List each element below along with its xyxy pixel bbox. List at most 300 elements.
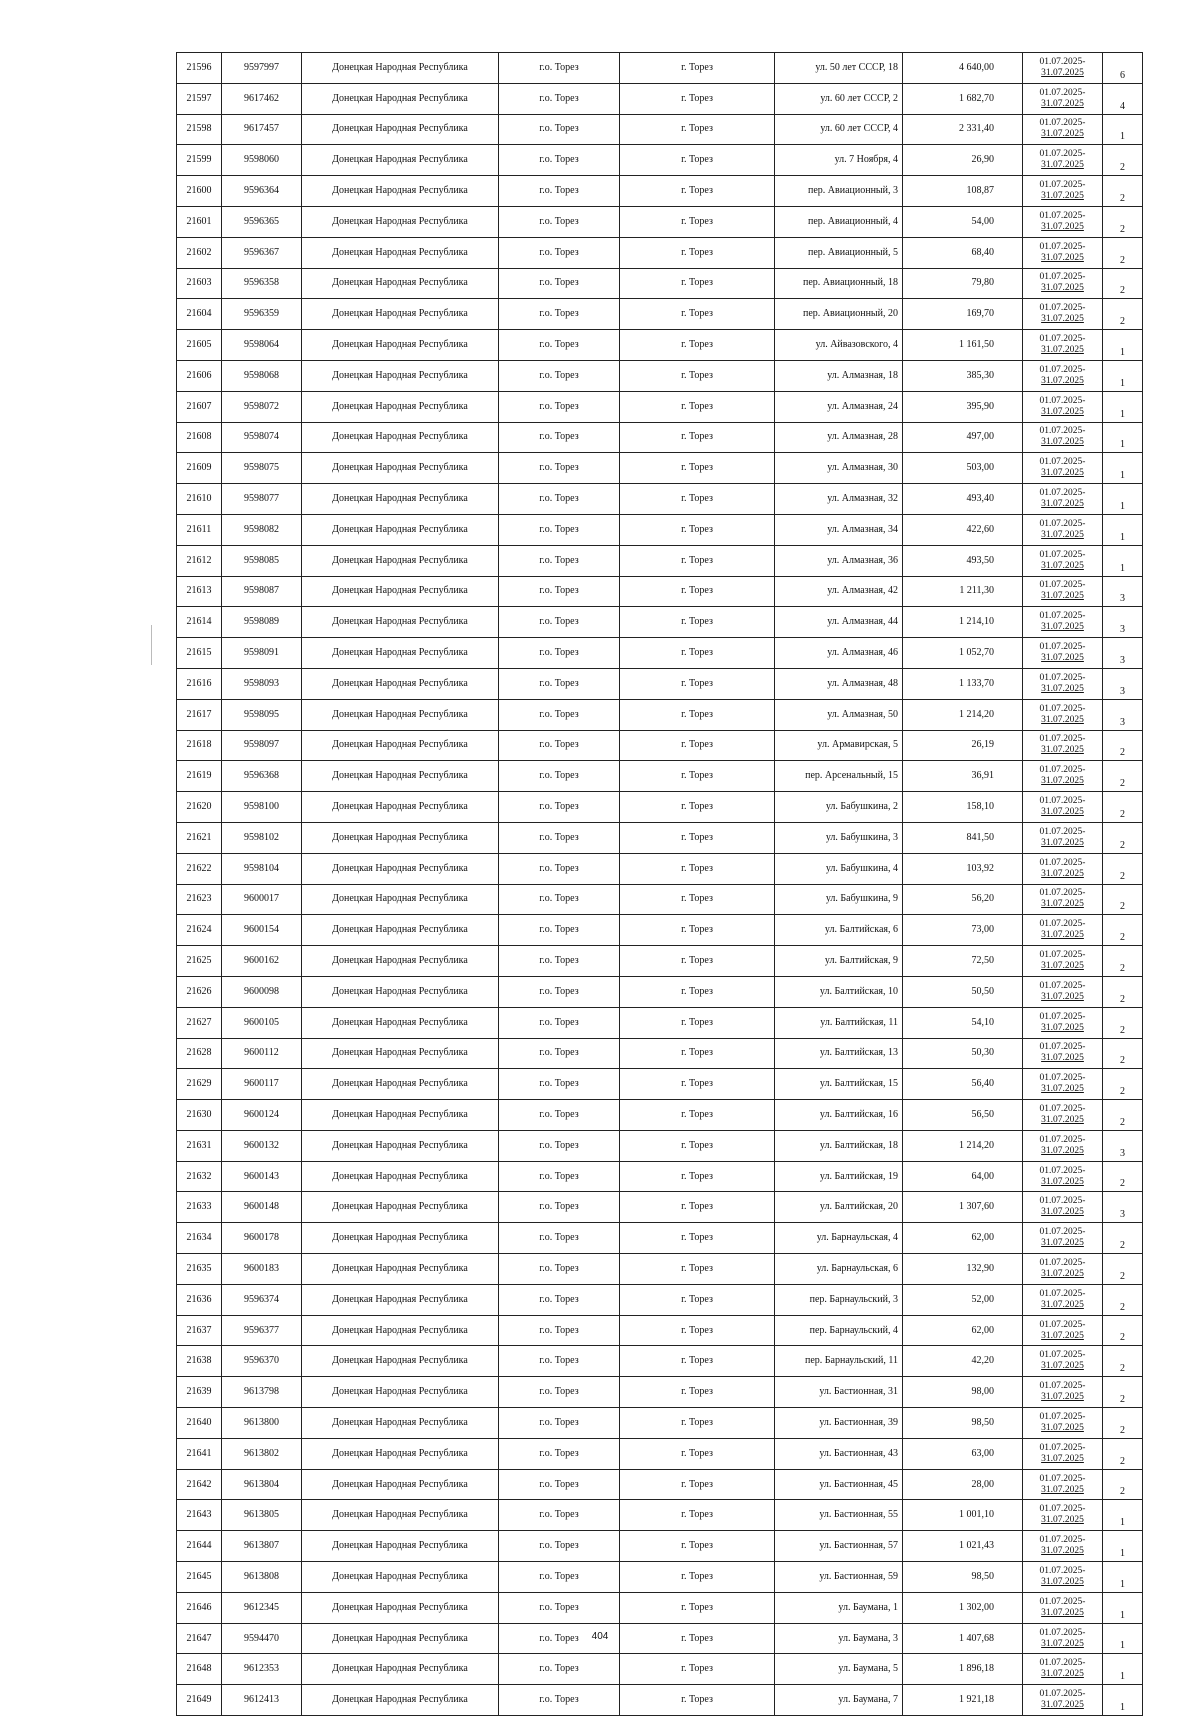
period-cell [1023,730,1103,761]
object-code: 9600112 [222,1038,302,1069]
count-cell: 1 [1103,391,1143,422]
area-cell: 1 021,43 [903,1531,1023,1562]
object-code: 9598064 [222,330,302,361]
table-row [177,114,1143,145]
period-cell [1023,391,1103,422]
object-code: 9598075 [222,453,302,484]
table-row [177,1315,1143,1346]
table-row [177,1685,1143,1716]
object-code: 9596367 [222,237,302,268]
period-start: 01.07.2025- [1039,642,1086,653]
period-cell [1023,330,1103,361]
region-cell: Донецкая Народная Республика [302,514,499,545]
period-end: 31.07.2025 [1041,653,1084,664]
row-number: 21635 [177,1254,222,1285]
city-cell: г. Торез [620,1408,775,1439]
district-cell: г.о. Торез [499,1592,620,1623]
district-cell: г.о. Торез [499,422,620,453]
table-row [177,1038,1143,1069]
row-number: 21607 [177,391,222,422]
count-cell: 2 [1103,1254,1143,1285]
district-cell: г.о. Торез [499,1315,620,1346]
period-start: 01.07.2025- [1039,1627,1086,1638]
address-cell: ул. Балтийская, 6 [775,915,903,946]
district-cell: г.о. Торез [499,1531,620,1562]
count-cell: 1 [1103,360,1143,391]
region-cell: Донецкая Народная Республика [302,1346,499,1377]
period-start: 01.07.2025- [1039,1565,1086,1576]
region-cell: Донецкая Народная Республика [302,946,499,977]
city-cell: г. Торез [620,176,775,207]
period-end: 31.07.2025 [1041,499,1084,510]
period-start: 01.07.2025- [1039,1257,1086,1268]
period-start: 01.07.2025- [1039,1535,1086,1546]
district-cell: г.о. Торез [499,1192,620,1223]
table-row [177,360,1143,391]
address-cell: пер. Авиационный, 3 [775,176,903,207]
city-cell: г. Торез [620,1069,775,1100]
period-end: 31.07.2025 [1041,1084,1084,1095]
period-end: 31.07.2025 [1041,1546,1084,1557]
count-cell: 2 [1103,1377,1143,1408]
count-cell: 4 [1103,83,1143,114]
period-cell [1023,1254,1103,1285]
period-cell [1023,638,1103,669]
object-code: 9596364 [222,176,302,207]
area-cell: 98,50 [903,1408,1023,1439]
area-cell: 1 214,10 [903,607,1023,638]
address-cell: ул. Бастионная, 43 [775,1438,903,1469]
table-row [177,792,1143,823]
table-row [177,1500,1143,1531]
region-cell: Донецкая Народная Республика [302,1007,499,1038]
period-cell [1023,1346,1103,1377]
period-start: 01.07.2025- [1039,1596,1086,1607]
table-row [177,1161,1143,1192]
district-cell: г.о. Торез [499,206,620,237]
period-start: 01.07.2025- [1039,303,1086,314]
city-cell: г. Торез [620,792,775,823]
period-end: 31.07.2025 [1041,868,1084,879]
area-cell: 1 161,50 [903,330,1023,361]
city-cell: г. Торез [620,114,775,145]
address-cell: ул. Балтийская, 18 [775,1130,903,1161]
period-cell [1023,976,1103,1007]
district-cell: г.о. Торез [499,176,620,207]
period-start: 01.07.2025- [1039,765,1086,776]
city-cell: г. Торез [620,299,775,330]
period-end: 31.07.2025 [1041,776,1084,787]
period-cell [1023,514,1103,545]
period-cell [1023,1007,1103,1038]
period-cell [1023,792,1103,823]
object-code: 9598100 [222,792,302,823]
city-cell: г. Торез [620,1100,775,1131]
district-cell: г.о. Торез [499,884,620,915]
address-cell: ул. Балтийская, 9 [775,946,903,977]
area-cell: 64,00 [903,1161,1023,1192]
table-row [177,1592,1143,1623]
table-row [177,1408,1143,1439]
object-code: 9598060 [222,145,302,176]
address-cell: ул. Баумана, 5 [775,1654,903,1685]
object-code: 9598093 [222,668,302,699]
period-cell [1023,114,1103,145]
district-cell: г.о. Торез [499,1130,620,1161]
address-cell: ул. Бабушкина, 9 [775,884,903,915]
period-end: 31.07.2025 [1041,1515,1084,1526]
address-cell: ул. Балтийская, 13 [775,1038,903,1069]
period-end: 31.07.2025 [1041,1607,1084,1618]
city-cell: г. Торез [620,360,775,391]
object-code: 9617462 [222,83,302,114]
scan-artifact [151,625,152,665]
object-code: 9596377 [222,1315,302,1346]
object-code: 9613808 [222,1562,302,1593]
period-cell [1023,884,1103,915]
table-row [177,1438,1143,1469]
count-cell: 1 [1103,1562,1143,1593]
district-cell: г.о. Торез [499,514,620,545]
area-cell: 79,80 [903,268,1023,299]
period-end: 31.07.2025 [1041,160,1084,171]
period-start: 01.07.2025- [1039,1227,1086,1238]
district-cell: г.о. Торез [499,545,620,576]
object-code: 9600183 [222,1254,302,1285]
count-cell: 2 [1103,1469,1143,1500]
address-cell: ул. 60 лет СССР, 4 [775,114,903,145]
count-cell: 1 [1103,1500,1143,1531]
period-cell [1023,545,1103,576]
count-cell: 1 [1103,545,1143,576]
object-code: 9598097 [222,730,302,761]
row-number: 21628 [177,1038,222,1069]
city-cell: г. Торез [620,145,775,176]
count-cell: 2 [1103,1438,1143,1469]
address-cell: ул. Алмазная, 28 [775,422,903,453]
count-cell: 1 [1103,1531,1143,1562]
period-end: 31.07.2025 [1041,745,1084,756]
row-number: 21649 [177,1685,222,1716]
table-row [177,1069,1143,1100]
region-cell: Донецкая Народная Республика [302,1038,499,1069]
period-end: 31.07.2025 [1041,1176,1084,1187]
region-cell: Донецкая Народная Республика [302,884,499,915]
address-cell: ул. Балтийская, 20 [775,1192,903,1223]
district-cell: г.о. Торез [499,1038,620,1069]
district-cell: г.о. Торез [499,268,620,299]
area-cell: 1 307,60 [903,1192,1023,1223]
district-cell: г.о. Торез [499,1377,620,1408]
address-cell: ул. 60 лет СССР, 2 [775,83,903,114]
register-sheet [176,52,1142,1716]
period-cell [1023,1069,1103,1100]
area-cell: 1 407,68 [903,1623,1023,1654]
count-cell: 1 [1103,1654,1143,1685]
region-cell: Донецкая Народная Республика [302,1192,499,1223]
period-start: 01.07.2025- [1039,1411,1086,1422]
period-cell [1023,453,1103,484]
period-start: 01.07.2025- [1039,1103,1086,1114]
row-number: 21602 [177,237,222,268]
city-cell: г. Торез [620,237,775,268]
period-start: 01.07.2025- [1039,1042,1086,1053]
period-end: 31.07.2025 [1041,1207,1084,1218]
row-number: 21630 [177,1100,222,1131]
city-cell: г. Торез [620,1007,775,1038]
object-code: 9598072 [222,391,302,422]
row-number: 21631 [177,1130,222,1161]
table-row [177,1007,1143,1038]
row-number: 21618 [177,730,222,761]
object-code: 9600148 [222,1192,302,1223]
district-cell: г.о. Торез [499,1685,620,1716]
period-start: 01.07.2025- [1039,118,1086,129]
table-row [177,53,1143,84]
count-cell: 2 [1103,1161,1143,1192]
object-code: 9600098 [222,976,302,1007]
object-code: 9613804 [222,1469,302,1500]
area-cell: 503,00 [903,453,1023,484]
period-cell [1023,176,1103,207]
region-cell: Донецкая Народная Республика [302,1469,499,1500]
district-cell: г.о. Торез [499,114,620,145]
area-cell: 493,50 [903,545,1023,576]
period-end: 31.07.2025 [1041,1299,1084,1310]
district-cell: г.о. Торез [499,1007,620,1038]
region-cell: Донецкая Народная Республика [302,1562,499,1593]
period-start: 01.07.2025- [1039,857,1086,868]
district-cell: г.о. Торез [499,822,620,853]
region-cell: Донецкая Народная Республика [302,853,499,884]
region-cell: Донецкая Народная Республика [302,1315,499,1346]
period-end: 31.07.2025 [1041,468,1084,479]
district-cell: г.о. Торез [499,237,620,268]
region-cell: Донецкая Народная Республика [302,1685,499,1716]
district-cell: г.о. Торез [499,976,620,1007]
region-cell: Донецкая Народная Республика [302,915,499,946]
period-start: 01.07.2025- [1039,56,1086,67]
row-number: 21647 [177,1623,222,1654]
period-end: 31.07.2025 [1041,529,1084,540]
row-number: 21604 [177,299,222,330]
district-cell: г.о. Торез [499,1254,620,1285]
period-cell [1023,668,1103,699]
district-cell: г.о. Торез [499,484,620,515]
area-cell: 56,40 [903,1069,1023,1100]
period-end: 31.07.2025 [1041,1022,1084,1033]
region-cell: Донецкая Народная Республика [302,176,499,207]
table-row [177,237,1143,268]
area-cell: 1 001,10 [903,1500,1023,1531]
period-start: 01.07.2025- [1039,1073,1086,1084]
period-start: 01.07.2025- [1039,580,1086,591]
period-start: 01.07.2025- [1039,272,1086,283]
area-cell: 2 331,40 [903,114,1023,145]
period-end: 31.07.2025 [1041,1453,1084,1464]
table-row [177,176,1143,207]
region-cell: Донецкая Народная Республика [302,330,499,361]
row-number: 21622 [177,853,222,884]
city-cell: г. Торез [620,514,775,545]
row-number: 21640 [177,1408,222,1439]
object-code: 9598085 [222,545,302,576]
count-cell: 2 [1103,730,1143,761]
period-cell [1023,1192,1103,1223]
row-number: 21614 [177,607,222,638]
object-code: 9598089 [222,607,302,638]
city-cell: г. Торез [620,1377,775,1408]
address-cell: ул. 50 лет СССР, 18 [775,53,903,84]
city-cell: г. Торез [620,884,775,915]
address-cell: ул. Барнаульская, 6 [775,1254,903,1285]
period-start: 01.07.2025- [1039,426,1086,437]
object-code: 9594470 [222,1623,302,1654]
area-cell: 1 682,70 [903,83,1023,114]
table-row [177,206,1143,237]
object-code: 9598091 [222,638,302,669]
count-cell: 2 [1103,915,1143,946]
area-cell: 50,30 [903,1038,1023,1069]
period-start: 01.07.2025- [1039,1288,1086,1299]
city-cell: г. Торез [620,83,775,114]
table-row [177,145,1143,176]
object-code: 9596358 [222,268,302,299]
row-number: 21598 [177,114,222,145]
table-row [177,976,1143,1007]
region-cell: Донецкая Народная Республика [302,822,499,853]
region-cell: Донецкая Народная Республика [302,638,499,669]
period-cell [1023,206,1103,237]
row-number: 21599 [177,145,222,176]
district-cell: г.о. Торез [499,761,620,792]
area-cell: 497,00 [903,422,1023,453]
count-cell: 2 [1103,1007,1143,1038]
object-code: 9600132 [222,1130,302,1161]
region-cell: Донецкая Народная Республика [302,1100,499,1131]
region-cell: Донецкая Народная Республика [302,1438,499,1469]
address-cell: ул. Алмазная, 32 [775,484,903,515]
period-cell [1023,1100,1103,1131]
city-cell: г. Торез [620,915,775,946]
region-cell: Донецкая Народная Республика [302,1284,499,1315]
table-row [177,1377,1143,1408]
period-end: 31.07.2025 [1041,283,1084,294]
region-cell: Донецкая Народная Республика [302,1254,499,1285]
count-cell: 2 [1103,1223,1143,1254]
count-cell: 2 [1103,946,1143,977]
object-code: 9600154 [222,915,302,946]
district-cell: г.о. Торез [499,1223,620,1254]
district-cell: г.о. Торез [499,53,620,84]
region-cell: Донецкая Народная Республика [302,299,499,330]
period-cell [1023,1654,1103,1685]
object-code: 9598095 [222,699,302,730]
area-cell: 73,00 [903,915,1023,946]
region-cell: Донецкая Народная Республика [302,699,499,730]
period-start: 01.07.2025- [1039,549,1086,560]
period-end: 31.07.2025 [1041,98,1084,109]
table-row [177,915,1143,946]
period-end: 31.07.2025 [1041,252,1084,263]
period-end: 31.07.2025 [1041,683,1084,694]
page-number: 404 [591,1631,609,1642]
row-number: 21639 [177,1377,222,1408]
object-code: 9600162 [222,946,302,977]
table-row [177,1469,1143,1500]
city-cell: г. Торез [620,391,775,422]
district-cell: г.о. Торез [499,83,620,114]
count-cell: 2 [1103,1284,1143,1315]
city-cell: г. Торез [620,1469,775,1500]
period-end: 31.07.2025 [1041,67,1084,78]
count-cell: 1 [1103,484,1143,515]
address-cell: ул. Алмазная, 36 [775,545,903,576]
table-row [177,545,1143,576]
object-code: 9596370 [222,1346,302,1377]
row-number: 21596 [177,53,222,84]
area-cell: 50,50 [903,976,1023,1007]
period-cell [1023,299,1103,330]
city-cell: г. Торез [620,1500,775,1531]
row-number: 21633 [177,1192,222,1223]
count-cell: 2 [1103,761,1143,792]
row-number: 21637 [177,1315,222,1346]
address-cell: пер. Авиационный, 20 [775,299,903,330]
address-cell: ул. Бабушкина, 2 [775,792,903,823]
city-cell: г. Торез [620,1438,775,1469]
district-cell: г.о. Торез [499,1069,620,1100]
address-cell: ул. Алмазная, 46 [775,638,903,669]
period-start: 01.07.2025- [1039,950,1086,960]
city-cell: г. Торез [620,1223,775,1254]
table-row [177,1130,1143,1161]
district-cell: г.о. Торез [499,576,620,607]
address-cell: ул. Айвазовского, 4 [775,330,903,361]
table-row [177,699,1143,730]
period-end: 31.07.2025 [1041,1576,1084,1587]
area-cell: 42,20 [903,1346,1023,1377]
row-number: 21617 [177,699,222,730]
area-cell: 385,30 [903,360,1023,391]
region-cell: Донецкая Народная Республика [302,668,499,699]
region-cell: Донецкая Народная Республика [302,1069,499,1100]
region-cell: Донецкая Народная Республика [302,206,499,237]
district-cell: г.о. Торез [499,1469,620,1500]
area-cell: 4 640,00 [903,53,1023,84]
city-cell: г. Торез [620,1315,775,1346]
area-cell: 36,91 [903,761,1023,792]
district-cell: г.о. Торез [499,1408,620,1439]
address-cell: пер. Авиационный, 5 [775,237,903,268]
period-cell [1023,1500,1103,1531]
object-code: 9598074 [222,422,302,453]
district-cell: г.о. Торез [499,668,620,699]
table-row [177,1284,1143,1315]
object-code: 9598104 [222,853,302,884]
area-cell: 52,00 [903,1284,1023,1315]
city-cell: г. Торез [620,761,775,792]
period-cell [1023,422,1103,453]
object-code: 9612353 [222,1654,302,1685]
area-cell: 28,00 [903,1469,1023,1500]
count-cell: 1 [1103,453,1143,484]
count-cell: 3 [1103,607,1143,638]
area-cell: 54,10 [903,1007,1023,1038]
row-number: 21608 [177,422,222,453]
row-number: 21627 [177,1007,222,1038]
region-cell: Донецкая Народная Республика [302,1223,499,1254]
